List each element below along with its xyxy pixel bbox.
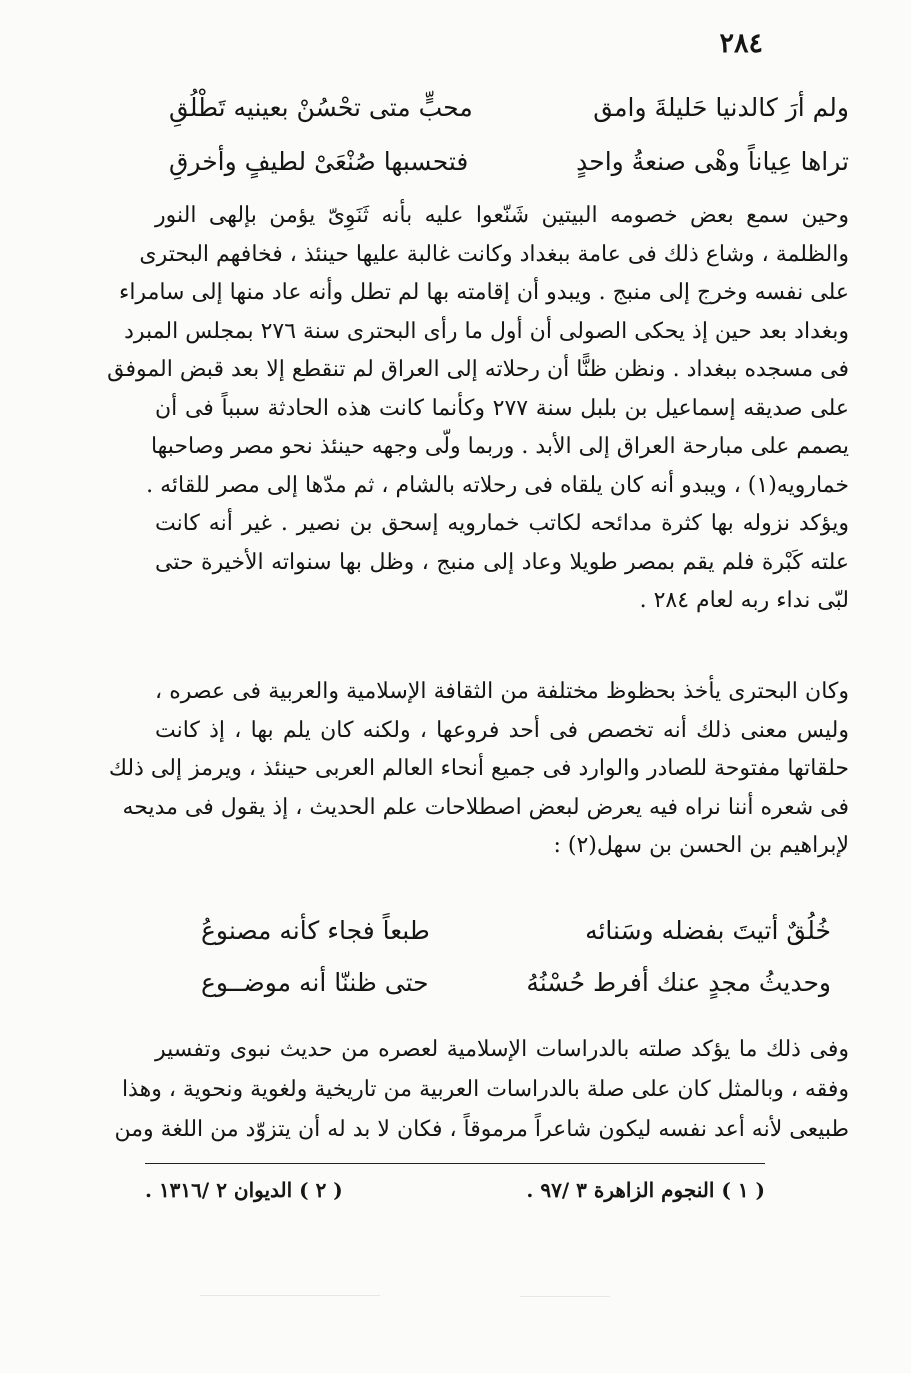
paragraph-3	[114, 1030, 849, 1150]
verse-line	[169, 134, 849, 188]
text-line: وفى ذلك ما يؤكد صلته بالدراسات الإسلامية لعصره من حديث نبوى وتفسير	[155, 1037, 849, 1062]
text-line: لإبراهيم بن الحسن بن سهل(٢) :	[553, 833, 849, 858]
text-line: وفقه ، وبالمثل كان على صلة بالدراسات العربية من تاريخية ولغوية ونحوية ، وهذا	[121, 1077, 849, 1102]
text-line: وكان البحترى يأخذ بحظوظ مختلفة من الثقافة الإسلامية والعربية فى عصره ،	[155, 679, 849, 704]
verse-line	[201, 904, 831, 956]
text-line: خمارويه(١) ، ويبدو أنه كان يلقاه فى رحلاته بالشام ، ثم مدّها إلى مصر للقائه .	[146, 472, 849, 498]
text-line: علته كَبْرة فلم يقم بمصر طويلا وعاد إلى منبج ، وظل بها سنواته الأخيرة حتى	[155, 549, 849, 575]
text-line: وبغداد بعد حين إذ يحكى الصولى أن أول ما رأى البحترى سنة ٢٧٦ بمجلس المبرد	[124, 318, 849, 344]
footnotes	[145, 1176, 765, 1204]
verse-second-hemistich: محبٍّ متى تحْسُنْ بعينيه تَطْلُقِ	[169, 92, 473, 122]
verse-block-top	[169, 80, 849, 188]
text-line: وليس معنى ذلك أنه تخصص فى أحد فروعها ، ولكنه كان يلم بها ، إذ كانت	[155, 717, 850, 743]
verse-second-hemistich: حتى ظننّا أنه موضــوع	[201, 967, 429, 997]
text-line: وحين سمع بعض خصومه البيتين شَنّعوا عليه بأنه ثَنَوِىّ يؤمن بإلهى النور	[155, 203, 849, 228]
page-number: ٢٨٤	[719, 28, 763, 59]
text-line: طبيعى لأنه أعد نفسه ليكون شاعراً مرموقاً ، فكان لا بد له أن يتزوّد من اللغة ومن	[114, 1117, 849, 1142]
verse-first-hemistich: خُلُقٌ أتيتَ بفضله وسَنائه	[585, 915, 831, 945]
footnote-1: ( ١ ) النجوم الزاهرة ٣ /٩٧ .	[526, 1178, 765, 1202]
verse-first-hemistich: تراها عِياناً وهْى صنعةُ واحدٍ	[576, 146, 849, 176]
footnote-2: ( ٢ ) الديوان ٢ /١٣١٦ .	[145, 1178, 343, 1202]
text-line: يصمم على مبارحة العراق إلى الأبد . وربما ولّى وجهه حينئذ نحو مصر وصاحبها	[150, 434, 849, 459]
text-line: لبّى نداء ربه لعام ٢٨٤ .	[639, 588, 849, 613]
scan-mark	[520, 1296, 610, 1297]
text-line: على نفسه وخرج إلى منبج . ويبدو أن إقامته بها لم تطل وأنه عاد منها إلى سامراء	[118, 280, 849, 305]
footnote-divider	[145, 1163, 765, 1164]
paragraph-2	[108, 673, 850, 866]
text-line: والظلمة ، وشاع ذلك فى عامة ببغداد وكانت غالبة عليها حينئذ ، فخافهم البحترى	[139, 241, 849, 267]
verse-line	[201, 956, 831, 1008]
verse-line	[169, 80, 849, 134]
paragraph-1	[107, 197, 849, 621]
verse-second-hemistich: فتحسبها صُنْعَىْ لطيفٍ وأخرقِ	[169, 146, 469, 176]
verse-first-hemistich: وحديثُ مجدٍ عنك أفرط حُسْنُهُ	[526, 967, 831, 997]
text-line: ويؤكد نزوله بها كثرة مدائحه لكاتب خمارويه إسحق بن نصير . غير أنه كانت	[155, 511, 849, 536]
scan-mark	[200, 1295, 380, 1296]
text-line: فى شعره أننا نراه فيه يعرض لبعض اصطلاحات علم الحديث ، إذ يقول فى مديحه	[122, 794, 849, 820]
text-line: على صديقه إسماعيل بن بلبل سنة ٢٧٧ وكأنما كانت هذه الحادثة سبباً فى أن	[155, 395, 849, 421]
verse-first-hemistich: ولم أرَ كالدنيا حَليلةَ وامق	[593, 92, 849, 122]
text-line: حلقاتها مفتوحة للصادر والوارد فى جميع أنحاء العالم العربى حينئذ ، ويرمز إلى ذلك	[108, 756, 849, 781]
text-line: فى مسجده ببغداد . ونظن ظنًّا أن رحلاته إلى العراق لم تنقطع إلا بعد قبض الموفق	[107, 357, 849, 382]
verse-second-hemistich: طبعاً فجاء كأنه مصنوعُ	[201, 915, 430, 945]
verse-block-middle	[201, 904, 831, 1008]
